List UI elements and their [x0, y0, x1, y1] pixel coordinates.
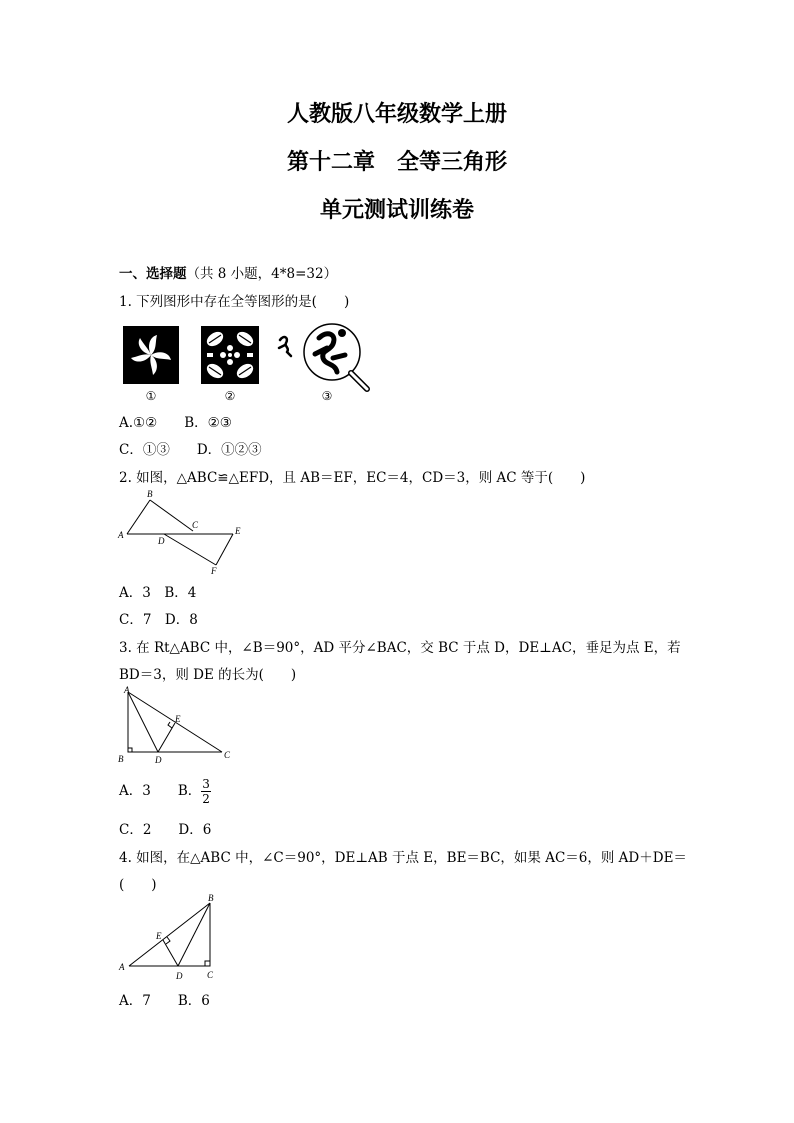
- q2-label-d: D: [158, 536, 165, 546]
- q1-figures: [115, 318, 385, 408]
- q4-stem-line1: 4. 如图，在△ABC 中，∠C＝90°，DE⊥AB 于点 E，BE＝BC，如果 AC＝6，则 AD＋DE＝: [119, 850, 687, 866]
- q3-label-c: C: [224, 750, 231, 760]
- q3-stem-line2: BD＝3，则 DE 的长为( ): [119, 667, 297, 683]
- q3-option-text: A．3 B．: [119, 783, 202, 799]
- q1-options-cd: C．①③ D．①②③: [119, 442, 262, 458]
- q2-options-cd: C．7 D．8: [119, 612, 198, 628]
- bauhinia-figure: [123, 326, 179, 384]
- fraction-denominator: 2: [202, 792, 210, 806]
- chapter-title: 第十二章 全等三角形: [286, 149, 507, 175]
- q3-label-d: D: [155, 755, 162, 765]
- q4-label-c: C: [207, 970, 214, 980]
- q2-label-c: C: [192, 520, 199, 530]
- section-title: 一、选择题: [119, 266, 187, 282]
- q2-figure: [114, 488, 244, 576]
- q2-label-f: F: [211, 566, 217, 576]
- magnifier-figure: [279, 324, 367, 389]
- q2-label-a: A: [118, 530, 124, 540]
- q3-options-cd: C．2 D．6: [119, 822, 212, 838]
- leaf-pattern-figure: [201, 326, 259, 384]
- q2-label-e: E: [235, 526, 241, 536]
- fig-label-2: ②: [224, 389, 236, 403]
- q1-options-ab: A.①② B．②③: [119, 415, 232, 431]
- q4-label-b: B: [208, 893, 214, 903]
- q4-label-a: A: [119, 962, 125, 972]
- q4-figure: [114, 893, 224, 985]
- fraction-three-halves: [201, 777, 211, 806]
- q3-options-ab: [119, 777, 211, 806]
- fraction-numerator: 3: [202, 777, 210, 791]
- fig-label-1: ①: [145, 389, 157, 403]
- q3-label-a: A: [124, 685, 130, 695]
- q4-label-e: E: [156, 931, 162, 941]
- doc-title: 人教版八年级数学上册: [286, 101, 507, 127]
- test-title: 单元测试训练卷: [319, 197, 474, 223]
- fig-label-3: ③: [321, 389, 333, 403]
- q2-options-ab: A．3 B．4: [119, 585, 197, 601]
- q3-label-e: E: [175, 714, 181, 724]
- q1-stem: 1. 下列图形中存在全等图形的是( ): [119, 294, 350, 310]
- q4-label-d: D: [176, 971, 183, 981]
- q2-label-b: B: [147, 489, 153, 499]
- section-heading: [119, 262, 337, 282]
- section-note: （共 8 小题，4*8=32）: [186, 266, 338, 282]
- q2-stem: 2. 如图，△ABC≌△EFD，且 AB＝EF，EC＝4，CD＝3，则 AC 等于( ): [119, 470, 586, 486]
- q3-label-b: B: [118, 754, 124, 764]
- q3-stem-line1: 3. 在 Rt△ABC 中，∠B＝90°，AD 平分∠BAC，交 BC 于点 D，DE⊥AC，垂足为点 E，若: [119, 640, 681, 656]
- q3-figure: [114, 684, 244, 766]
- q4-options-ab: A．7 B．6: [119, 993, 210, 1009]
- q4-stem-line2: ( ): [119, 877, 157, 893]
